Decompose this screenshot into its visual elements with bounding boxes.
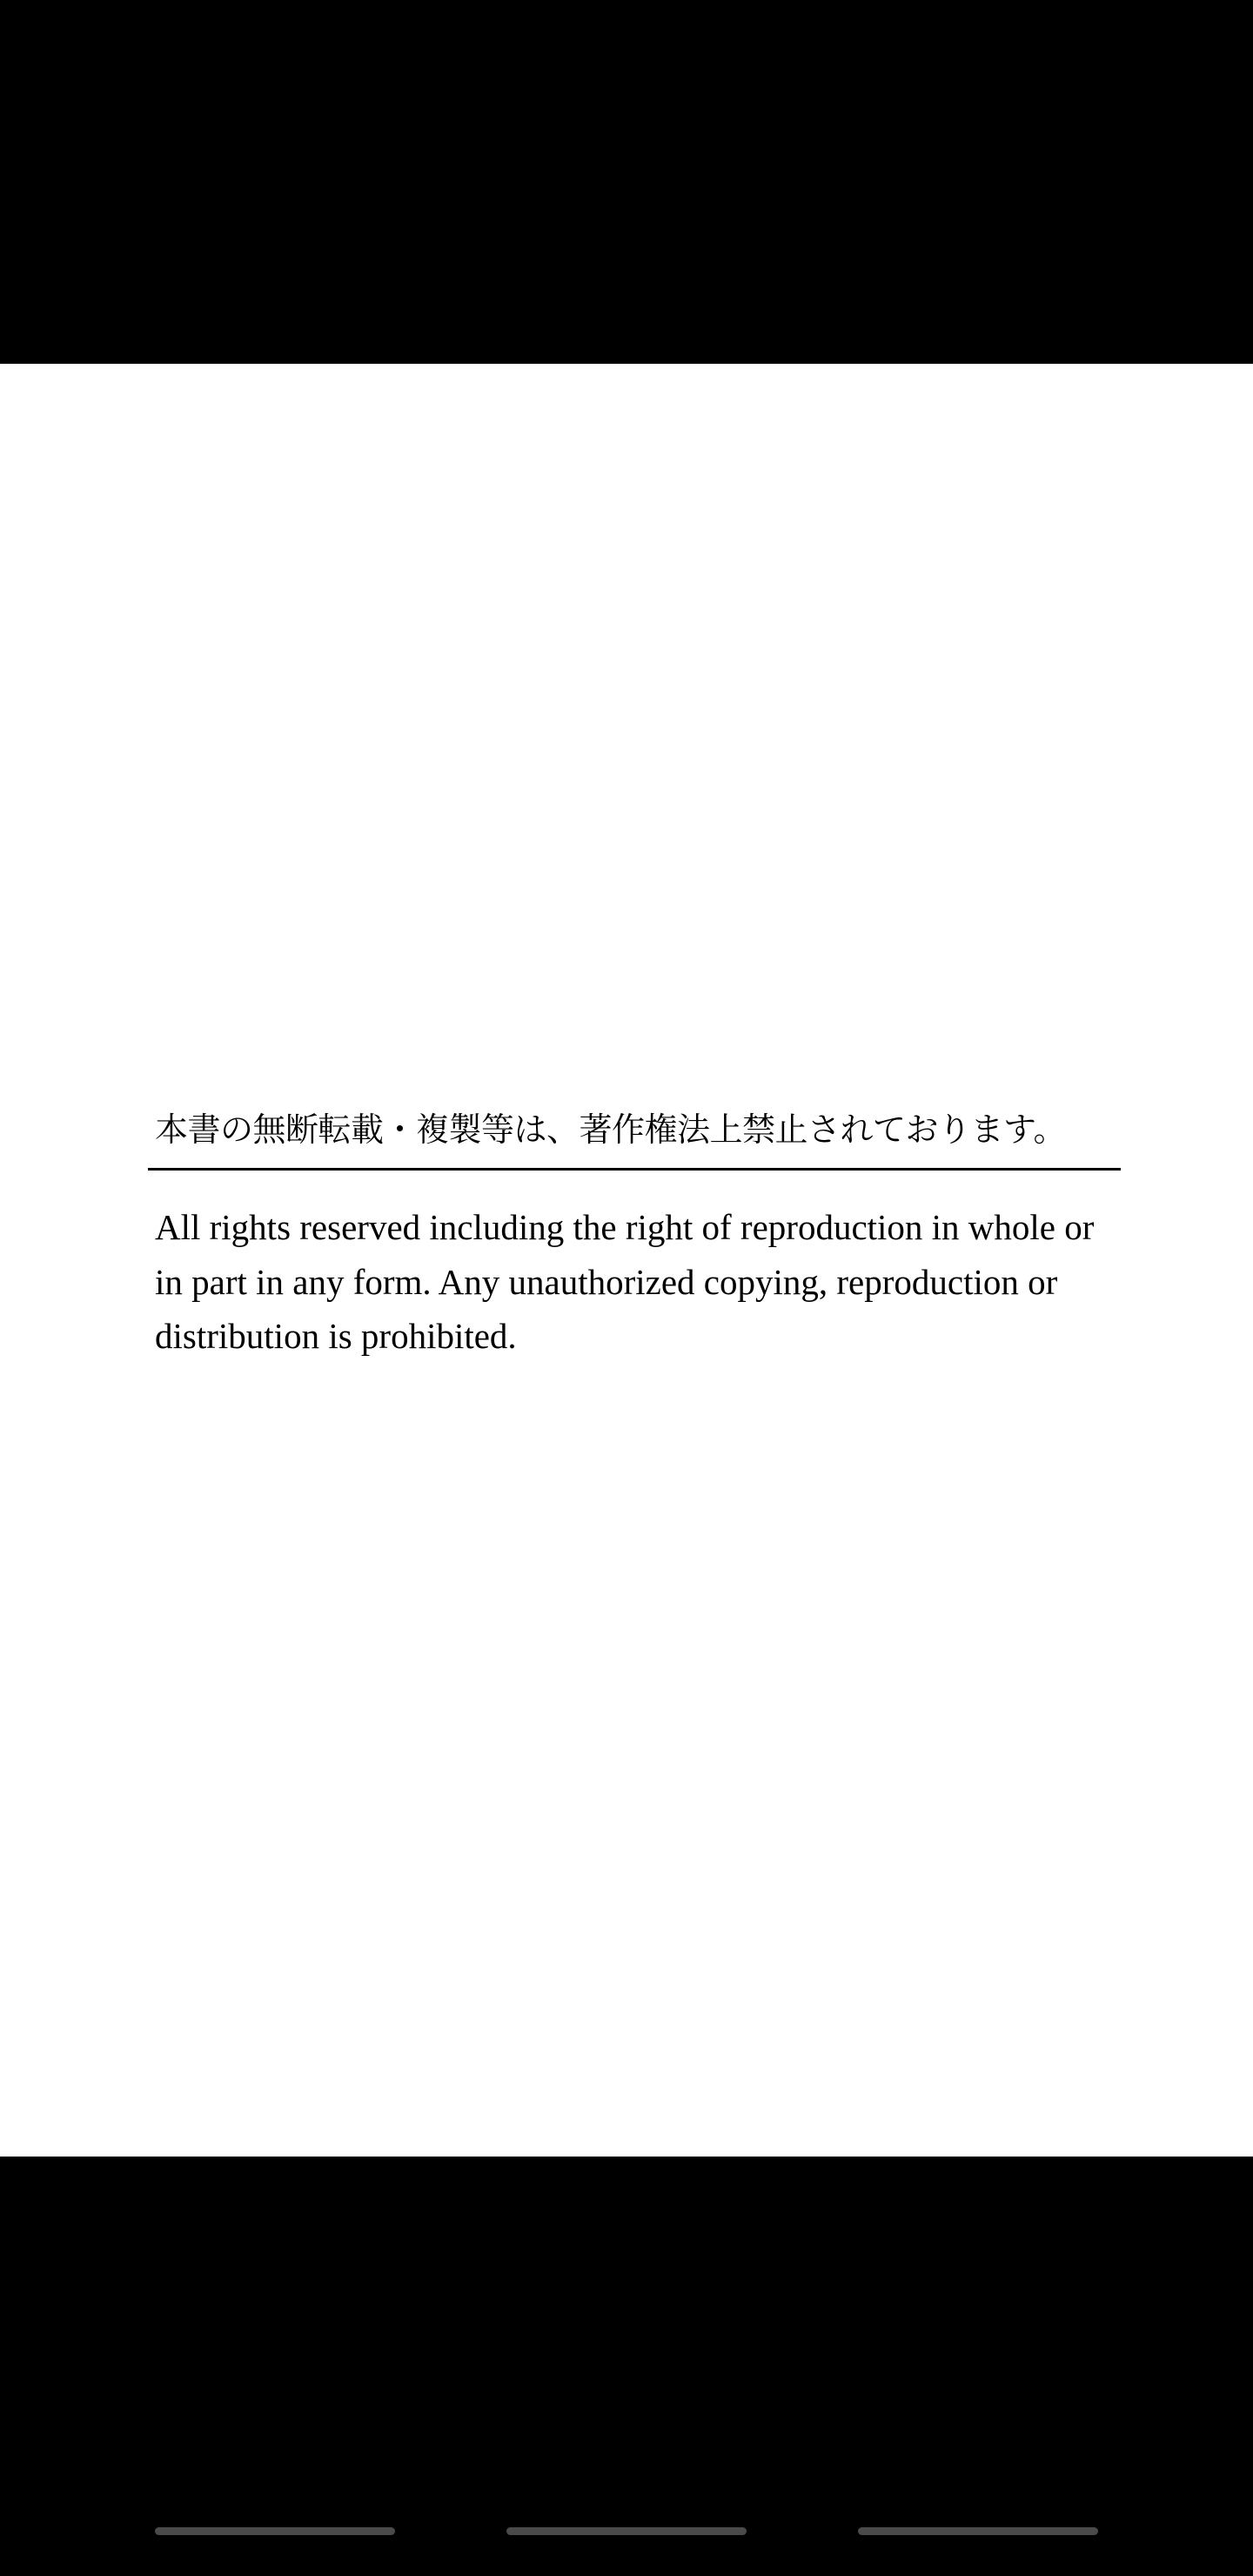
page-content xyxy=(155,1108,1121,1363)
copyright-notice-japanese: 本書の無断転載・複製等は、著作権法上禁止されております。 xyxy=(155,1110,1066,1149)
home-button[interactable] xyxy=(506,2527,747,2535)
copyright-notice-english: All rights reserved including the right of reproduction in whole or in part in any form. Any unauthorized copying, reproduction or distribution is prohibited. xyxy=(155,1207,1095,1356)
system-navigation-bar xyxy=(0,2527,1253,2536)
horizontal-rule xyxy=(148,1168,1121,1171)
document-page[interactable] xyxy=(0,364,1253,2157)
back-button[interactable] xyxy=(155,2527,395,2535)
recents-button[interactable] xyxy=(858,2527,1098,2535)
